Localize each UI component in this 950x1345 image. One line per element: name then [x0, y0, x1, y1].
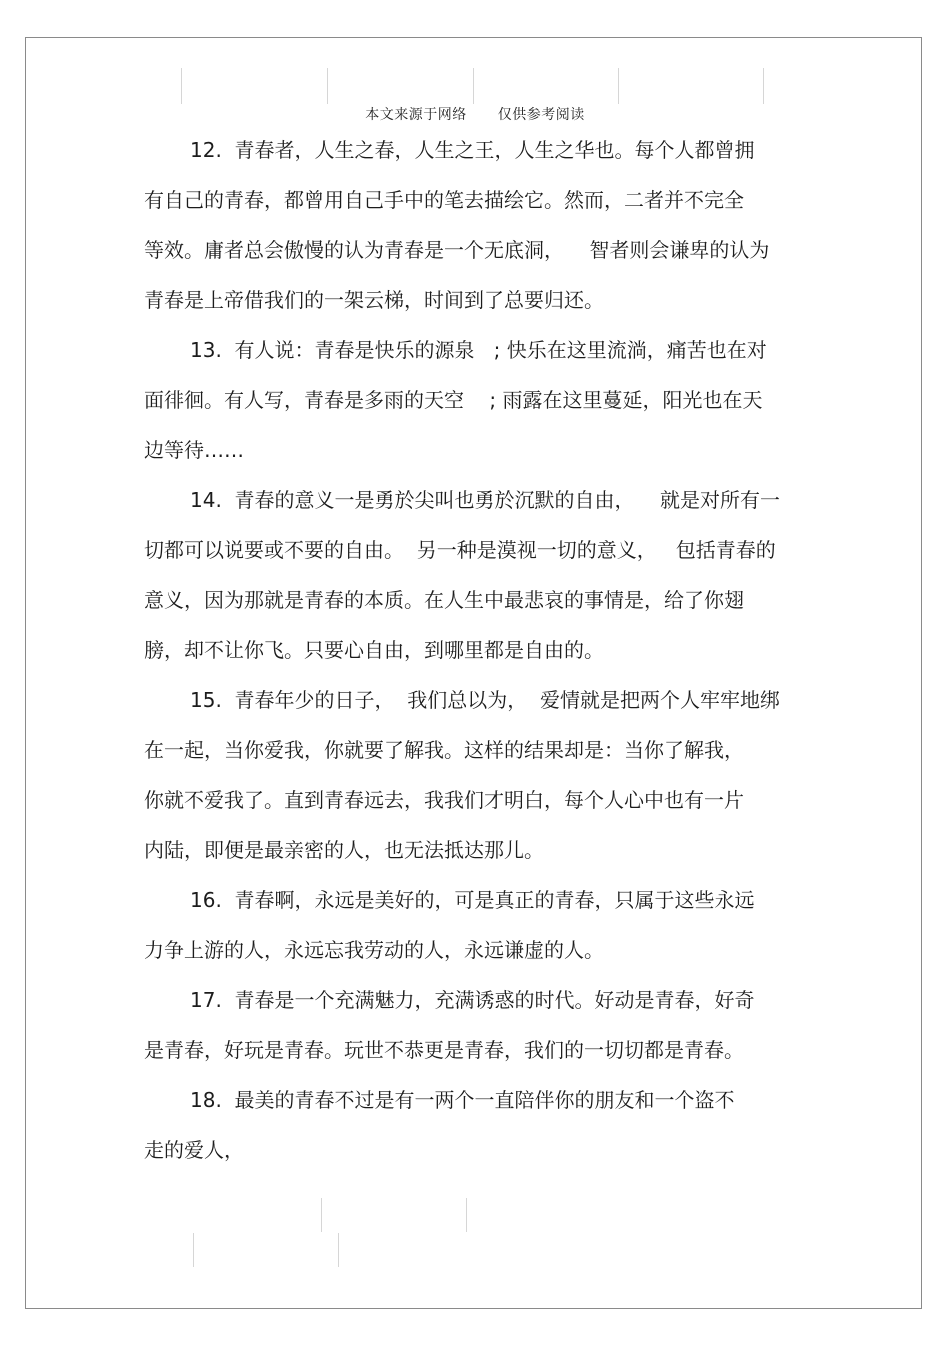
page-border	[25, 37, 922, 1309]
decor-line	[618, 68, 619, 104]
decor-line	[338, 1233, 339, 1267]
header-reference-text: 仅供参考阅读	[497, 107, 585, 123]
decor-line	[321, 1198, 322, 1232]
paragraph-12-line-1: 12. 青春者，人生之春，人生之王，人生之华也。每个人都曾拥	[190, 138, 755, 162]
paragraph-15-line-1: 15. 青春年少的日子， 我们总以为， 爱情就是把两个人牢牢地绑	[190, 688, 780, 712]
paragraph-12-line-4: 青春是上帝借我们的一架云梯，时间到了总要归还。	[144, 288, 604, 312]
paragraph-18-line-1: 18. 最美的青春不过是有一两个一直陪伴你的朋友和一个盗不	[190, 1088, 735, 1112]
decor-line	[473, 68, 474, 104]
paragraph-16-line-2: 力争上游的人，永远忘我劳动的人，永远谦虚的人。	[144, 938, 604, 962]
decor-line	[763, 68, 764, 104]
paragraph-13-line-1: 13. 有人说：青春是快乐的源泉 ; 快乐在这里流淌，痛苦也在对	[190, 338, 767, 362]
paragraph-14-line-4: 膀，却不让你飞。只要心自由，到哪里都是自由的。	[144, 638, 604, 662]
paragraph-17-line-2: 是青春，好玩是青春。玩世不恭更是青春，我们的一切切都是青春。	[144, 1038, 744, 1062]
paragraph-14-line-3: 意义，因为那就是青春的本质。在人生中最悲哀的事情是，给了你翅	[144, 588, 744, 612]
page-header	[0, 104, 950, 124]
paragraph-12-line-2: 有自己的青春，都曾用自己手中的笔去描绘它。然而，二者并不完全	[144, 188, 744, 212]
decor-line	[466, 1198, 467, 1232]
paragraph-12-line-3: 等效。庸者总会傲慢的认为青春是一个无底洞， 智者则会谦卑的认为	[144, 238, 770, 262]
paragraph-15-line-2: 在一起，当你爱我，你就要了解我。这样的结果却是：当你了解我，	[144, 738, 744, 762]
paragraph-13-line-3: 边等待……	[144, 438, 244, 462]
paragraph-15-line-4: 内陆，即便是最亲密的人，也无法抵达那儿。	[144, 838, 544, 862]
paragraph-14-line-1: 14. 青春的意义一是勇於尖叫也勇於沉默的自由， 就是对所有一	[190, 488, 780, 512]
decor-line	[181, 68, 182, 104]
header-source-text: 本文来源于网络	[365, 107, 467, 123]
paragraph-13-line-2: 面徘徊。有人写，青春是多雨的天空 ; 雨露在这里蔓延，阳光也在天	[144, 388, 763, 412]
paragraph-17-line-1: 17. 青春是一个充满魅力，充满诱惑的时代。好动是青春，好奇	[190, 988, 755, 1012]
paragraph-16-line-1: 16. 青春啊，永远是美好的，可是真正的青春，只属于这些永远	[190, 888, 755, 912]
paragraph-14-line-2: 切都可以说要或不要的自由。 另一种是漠视一切的意义， 包括青春的	[144, 538, 776, 562]
decor-line	[327, 68, 328, 104]
paragraph-15-line-3: 你就不爱我了。直到青春远去，我我们才明白，每个人心中也有一片	[144, 788, 744, 812]
decor-line	[193, 1233, 194, 1267]
paragraph-18-line-2: 走的爱人，	[144, 1138, 244, 1162]
